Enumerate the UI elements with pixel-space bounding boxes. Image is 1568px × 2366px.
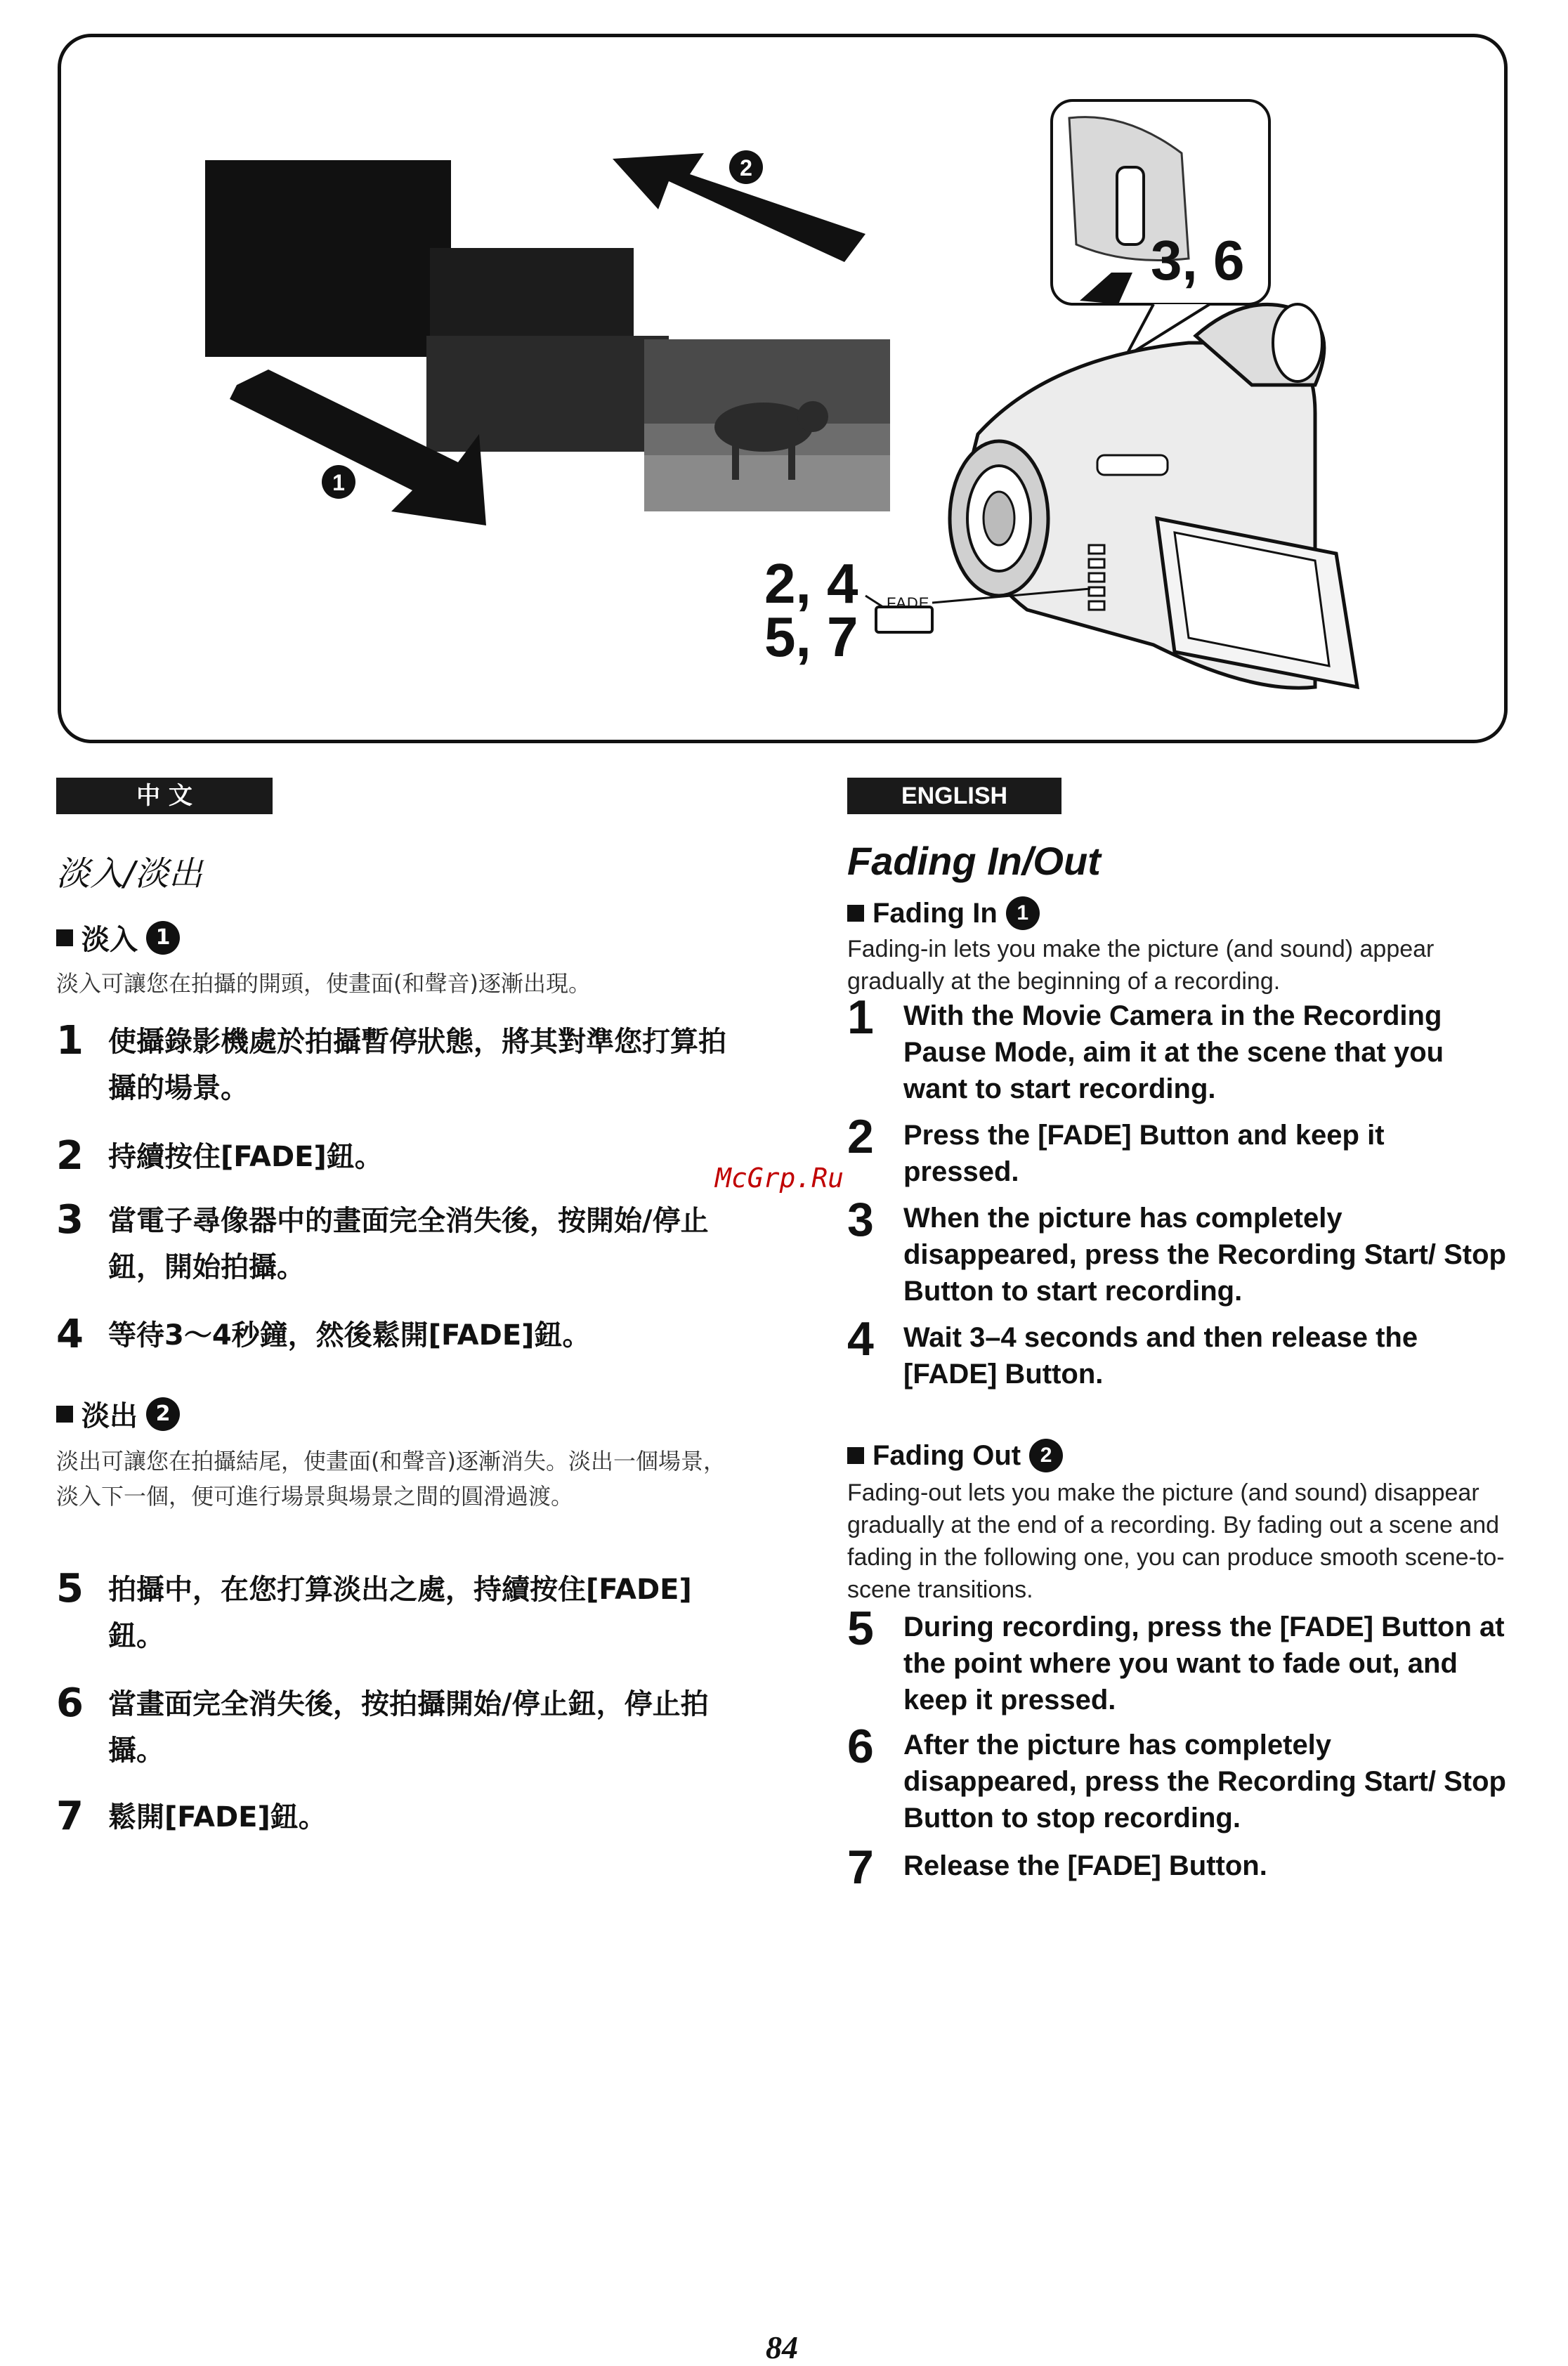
marker-2-label: 2 xyxy=(740,155,752,181)
step-text: After the picture has completely disappeared, press the Recording Start/ Stop Button to stop recording. xyxy=(903,1730,1506,1834)
camcorder-icon xyxy=(932,304,1357,688)
step-number: 4 xyxy=(56,1312,84,1357)
step-text: Wait 3–4 seconds and then release the [FADE] Button. xyxy=(903,1322,1418,1390)
step-number: 2 xyxy=(847,1110,874,1163)
marker-2-icon: 2 xyxy=(146,1397,180,1431)
marker-2-icon: 2 xyxy=(1029,1439,1063,1472)
chinese-step-5 xyxy=(56,1567,731,1659)
chinese-fade-in-heading-text: 淡入 xyxy=(81,924,138,956)
marker-1-icon: 1 xyxy=(1006,896,1040,930)
step-number: 4 xyxy=(847,1312,874,1366)
step-number: 1 xyxy=(847,991,874,1044)
step-text: When the picture has completely disappeared, press the Recording Start/ Stop Button to start recording. xyxy=(903,1203,1506,1307)
bullet-square-icon xyxy=(847,1447,864,1464)
chinese-title: 淡入/淡出 xyxy=(56,854,203,894)
english-step-5 xyxy=(847,1602,1508,1718)
callout-5-7: 5, 7 xyxy=(764,606,858,668)
chinese-step-4 xyxy=(56,1312,731,1359)
english-fade-in-heading-text: Fading In xyxy=(873,897,998,929)
english-fade-out-heading-text: Fading Out xyxy=(873,1439,1021,1471)
step-number: 5 xyxy=(847,1602,874,1655)
marker-1-label: 1 xyxy=(332,470,345,495)
chinese-step-3 xyxy=(56,1198,731,1290)
english-fade-out-intro: Fading-out lets you make the picture (and sound) disappear gradually at the end of a recording. By fading out a scene and fading in the following one, you can produce smooth scene-to-scene transitions. xyxy=(847,1479,1505,1603)
step-number: 7 xyxy=(56,1793,84,1839)
panel-dark xyxy=(205,160,451,357)
english-step-2 xyxy=(847,1110,1508,1190)
step-text: 當畫面完全消失後，按拍攝開始/停止鈕，停止拍攝。 xyxy=(108,1688,709,1767)
english-title: Fading In/Out xyxy=(847,839,1101,883)
english-fade-in-intro: Fading-in lets you make the picture (and sound) appear gradually at the beginning of a recording. xyxy=(847,936,1435,995)
english-step-4 xyxy=(847,1312,1508,1392)
chinese-fade-out-intro: 淡出可讓您在拍攝結尾，使畫面(和聲音)逐漸消失。淡出一個場景，淡入下一個，便可進行場景與場景之間的圓滑過渡。 xyxy=(56,1448,726,1510)
chinese-fade-out-heading xyxy=(56,1394,180,1434)
step-text: 拍攝中，在您打算淡出之處，持續按住[FADE]鈕。 xyxy=(108,1574,692,1652)
step-number: 3 xyxy=(847,1193,874,1246)
bullet-square-icon xyxy=(56,1406,73,1423)
english-step-3 xyxy=(847,1193,1508,1309)
english-fade-out-heading xyxy=(847,1439,1063,1472)
bullet-square-icon xyxy=(56,929,73,946)
step-number: 2 xyxy=(56,1133,84,1179)
dog-icon xyxy=(714,403,813,452)
chinese-section-tag: 中 文 xyxy=(56,778,273,814)
step-text: 當電子尋像器中的畫面完全消失後，按開始/停止鈕，開始拍攝。 xyxy=(108,1205,709,1283)
english-step-7 xyxy=(847,1841,1508,1894)
step-number: 7 xyxy=(847,1841,874,1894)
english-step-6 xyxy=(847,1720,1508,1836)
step-text: 鬆開[FADE]鈕。 xyxy=(108,1801,327,1834)
callout-3-6: 3, 6 xyxy=(1151,229,1245,292)
watermark: McGrp.Ru xyxy=(715,1163,844,1194)
chinese-step-7 xyxy=(56,1794,731,1841)
step-number: 5 xyxy=(56,1566,84,1612)
chinese-fade-in-intro: 淡入可讓您在拍攝的開頭，使畫面(和聲音)逐漸出現。 xyxy=(56,970,591,997)
english-section-tag: ENGLISH xyxy=(847,778,1061,814)
english-step-1 xyxy=(847,991,1508,1107)
step-text: 等待3～4秒鐘，然後鬆開[FADE]鈕。 xyxy=(108,1319,591,1352)
step-text: Press the [FADE] Button and keep it pressed. xyxy=(903,1120,1385,1187)
fade-button-label: FADE xyxy=(887,594,930,612)
step-text: With the Movie Camera in the Recording Pause Mode, aim it at the scene that you want to start recording. xyxy=(903,1000,1444,1104)
step-number: 6 xyxy=(56,1680,84,1726)
step-text: During recording, press the [FADE] Button at the point where you want to fade out, and keep it pressed. xyxy=(903,1612,1505,1715)
chinese-fade-in-heading xyxy=(56,917,180,957)
step-number: 6 xyxy=(847,1720,874,1773)
chinese-step-6 xyxy=(56,1681,731,1774)
english-fade-in-heading xyxy=(847,896,1040,930)
marker-1-icon: 1 xyxy=(146,921,180,955)
step-text: Release the [FADE] Button. xyxy=(903,1850,1267,1881)
callout-2-4: 2, 4 xyxy=(764,552,858,615)
bullet-square-icon xyxy=(847,905,864,922)
chinese-step-2 xyxy=(56,1134,731,1180)
step-number: 1 xyxy=(56,1018,84,1064)
chinese-step-1 xyxy=(56,1019,731,1111)
step-text: 使攝錄影機處於拍攝暫停狀態，將其對準您打算拍攝的場景。 xyxy=(108,1026,726,1104)
step-text: 持續按住[FADE]鈕。 xyxy=(108,1141,383,1173)
panel-mid xyxy=(426,336,669,452)
chinese-fade-out-heading-text: 淡出 xyxy=(81,1400,138,1432)
page-number: 84 xyxy=(766,2329,798,2365)
step-number: 3 xyxy=(56,1197,84,1243)
